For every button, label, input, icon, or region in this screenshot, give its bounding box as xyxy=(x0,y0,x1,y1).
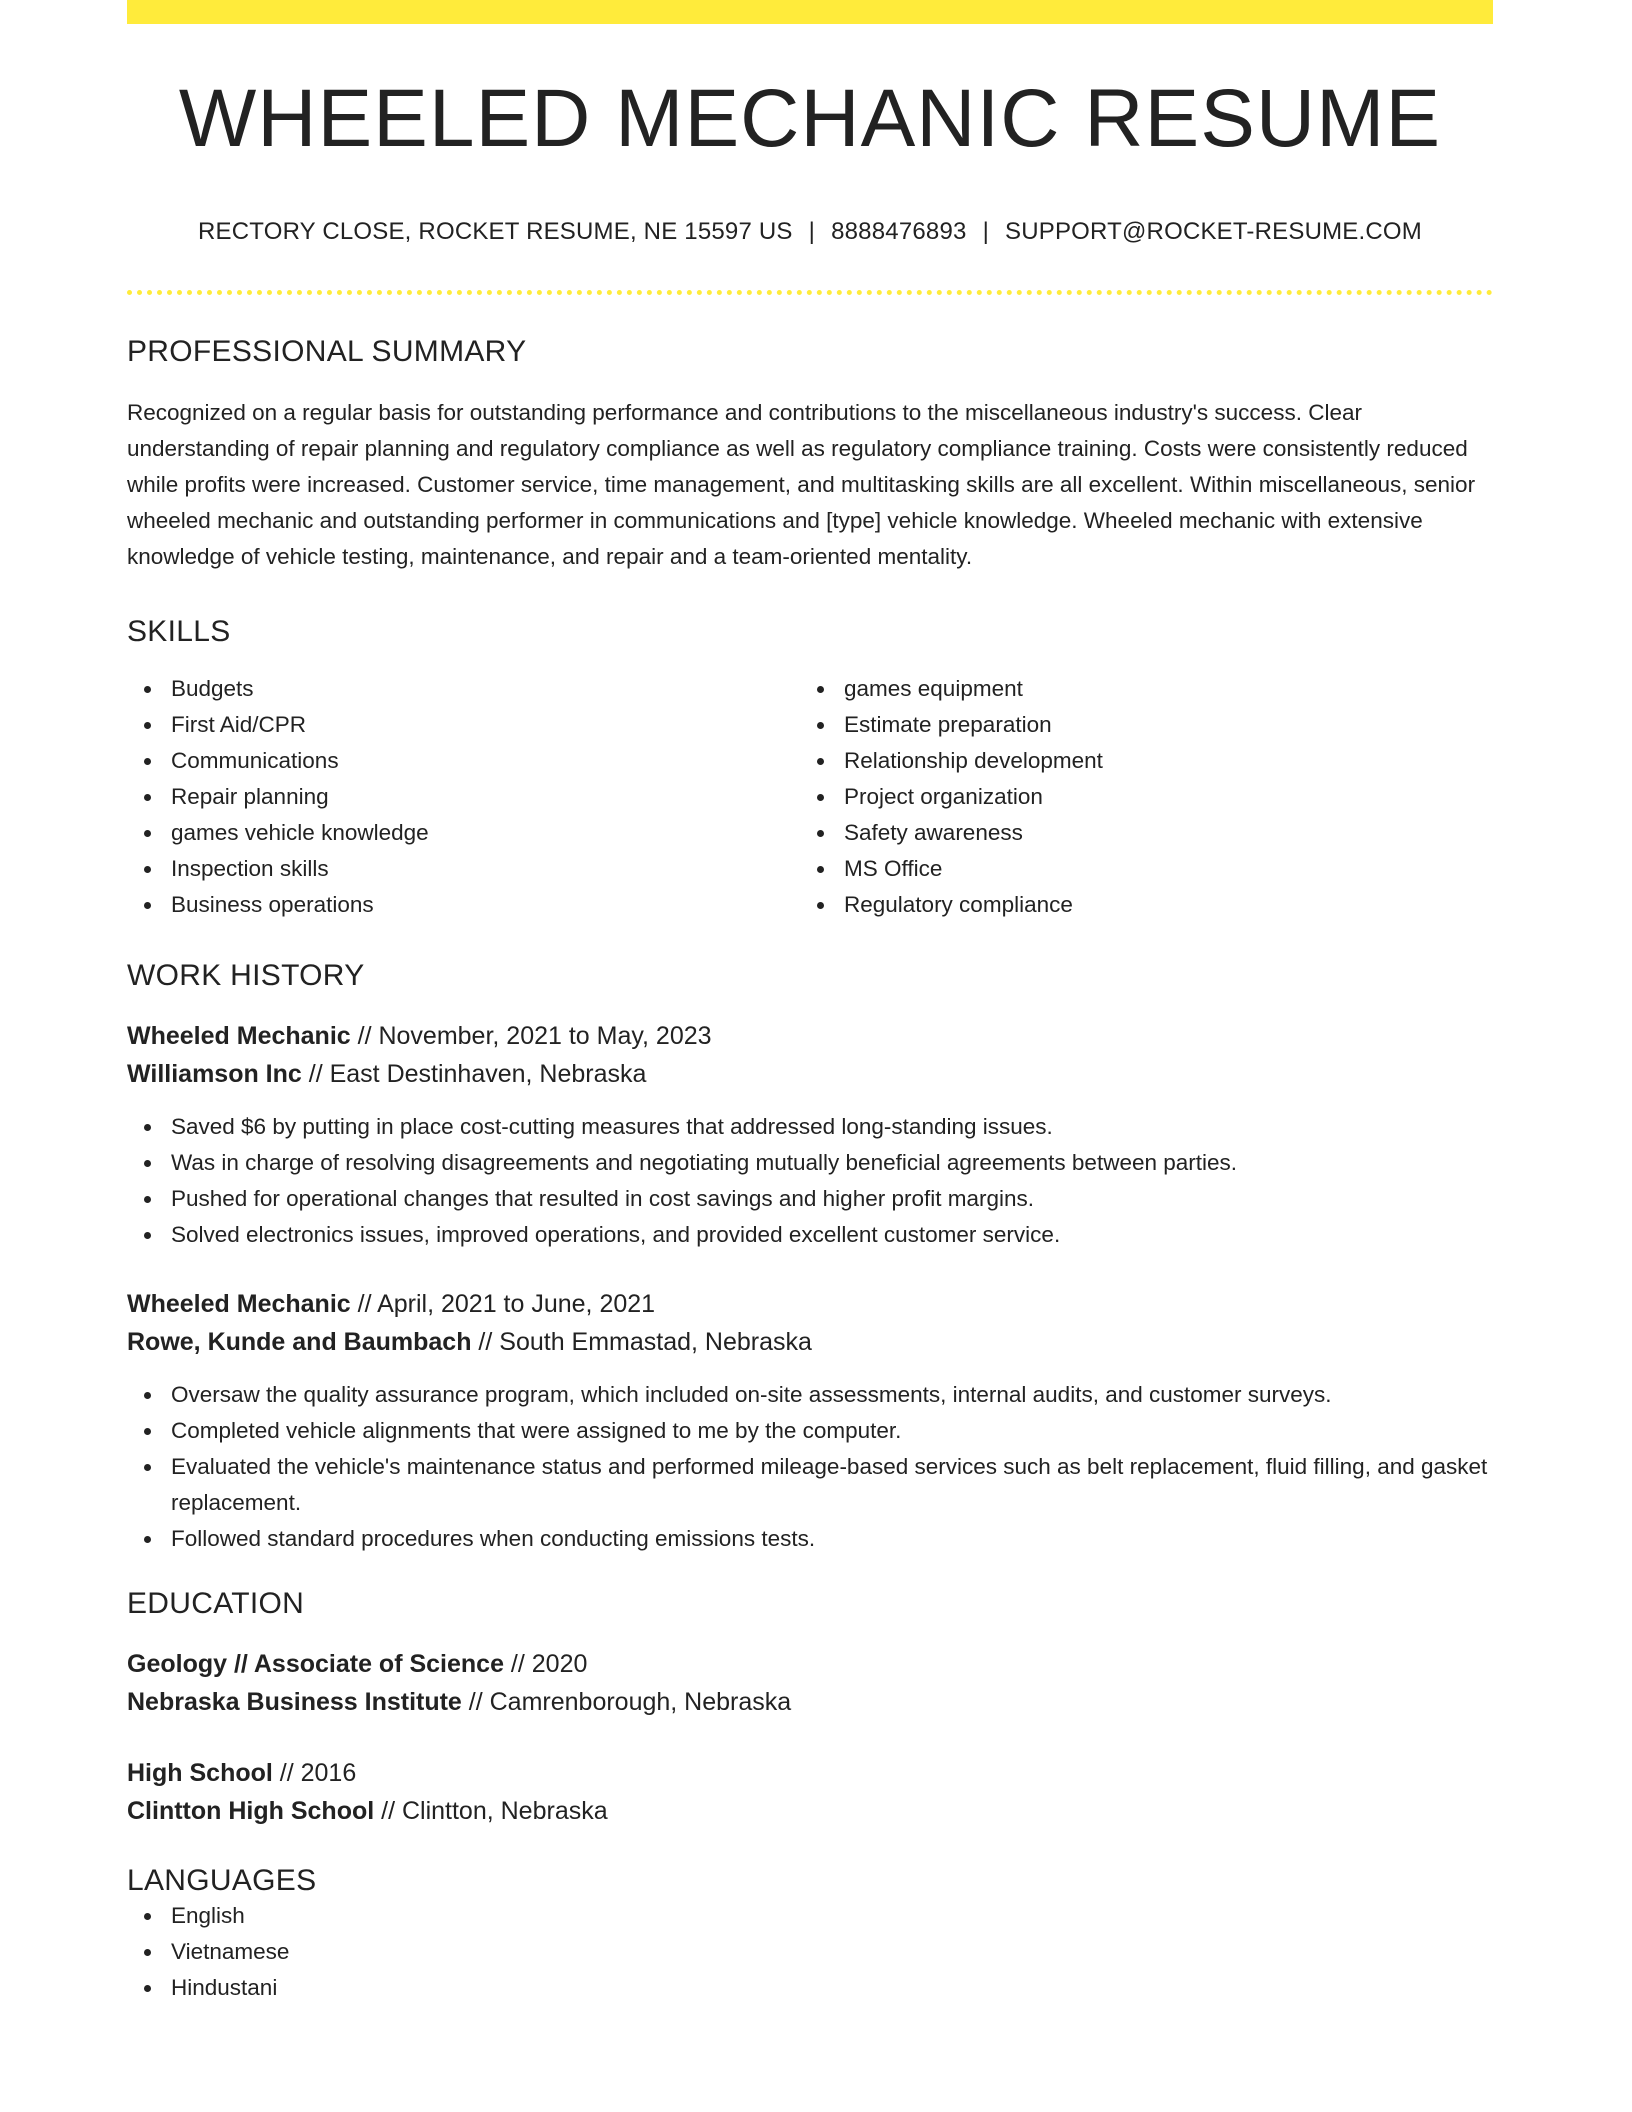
job-duties xyxy=(127,1377,1493,1557)
job-location: // South Emmastad, Nebraska xyxy=(471,1328,812,1356)
language-item: Hindustani xyxy=(127,1970,1493,2006)
dotted-divider xyxy=(127,290,1493,295)
education-school: Nebraska Business Institute xyxy=(127,1688,462,1716)
languages-list xyxy=(127,1898,1493,2006)
job-title-line xyxy=(127,1017,1493,1055)
skills-column-left xyxy=(127,671,800,923)
job-role: Wheeled Mechanic xyxy=(127,1290,351,1318)
education-school-line xyxy=(127,1792,1493,1830)
job-title-line xyxy=(127,1285,1493,1323)
contact-separator: | xyxy=(982,218,989,245)
resume-title: WHEELED MECHANIC RESUME xyxy=(178,73,1442,164)
skill-item: Inspection skills xyxy=(127,851,800,887)
contact-email: SUPPORT@ROCKET-RESUME.COM xyxy=(1005,218,1422,245)
skill-item: MS Office xyxy=(800,851,1473,887)
language-item: Vietnamese xyxy=(127,1934,1493,1970)
skill-item: Business operations xyxy=(127,887,800,923)
job-entry xyxy=(127,1017,1493,1253)
summary-text: Recognized on a regular basis for outstanding performance and contributions to the miscellaneous industry's success. Clear understanding of repair planning and regulatory compliance as well as regulatory compliance training. Costs were consistently reduced while profits were increased. Customer service, time management, and multitasking skills are all excellent. Within miscellaneous, senior wheeled mechanic and outstanding performer in communications and [type] vehicle knowledge. Wheeled mechanic with extensive knowledge of vehicle testing, maintenance, and repair and a team-oriented mentality. xyxy=(127,400,1476,569)
skill-item: Estimate preparation xyxy=(800,707,1473,743)
job-company-line xyxy=(127,1055,1493,1093)
education-year: // 2020 xyxy=(503,1650,588,1678)
job-duty: Completed vehicle alignments that were assigned to me by the computer. xyxy=(127,1413,1493,1449)
job-duties xyxy=(127,1109,1493,1253)
education-heading: EDUCATION xyxy=(127,1587,305,1620)
skill-item: Project organization xyxy=(800,779,1473,815)
resume-page xyxy=(127,0,1493,2006)
education-entry xyxy=(127,1645,1493,1721)
language-item: English xyxy=(127,1898,1493,1934)
job-duty: Evaluated the vehicle's maintenance status and performed mileage-based services such as belt replacement, fluid filling, and gasket replacement. xyxy=(127,1449,1493,1521)
education-degree-line xyxy=(127,1645,1493,1683)
job-company-line xyxy=(127,1323,1493,1361)
skill-item: Regulatory compliance xyxy=(800,887,1473,923)
skill-item: Safety awareness xyxy=(800,815,1473,851)
job-company: Rowe, Kunde and Baumbach xyxy=(127,1328,472,1356)
job-dates: // November, 2021 to May, 2023 xyxy=(350,1022,712,1050)
education-location: // Clintton, Nebraska xyxy=(374,1797,608,1825)
job-duty: Was in charge of resolving disagreements and negotiating mutually beneficial agreements between parties. xyxy=(127,1145,1493,1181)
job-duty: Solved electronics issues, improved operations, and provided excellent customer service. xyxy=(127,1217,1493,1253)
education-degree: High School xyxy=(127,1759,273,1787)
skill-item: Communications xyxy=(127,743,800,779)
contact-phone: 8888476893 xyxy=(831,218,967,245)
contact-address: RECTORY CLOSE, ROCKET RESUME, NE 15597 US xyxy=(198,218,793,245)
skill-item: games equipment xyxy=(800,671,1473,707)
job-entry xyxy=(127,1285,1493,1557)
job-location: // East Destinhaven, Nebraska xyxy=(301,1060,647,1088)
skill-item: games vehicle knowledge xyxy=(127,815,800,851)
skills-list xyxy=(127,671,1493,923)
skill-item: Budgets xyxy=(127,671,800,707)
job-company: Williamson Inc xyxy=(127,1060,302,1088)
job-duty: Followed standard procedures when conducting emissions tests. xyxy=(127,1521,1493,1557)
education-entry xyxy=(127,1754,1493,1830)
job-duty: Saved $6 by putting in place cost-cutting measures that addressed long-standing issues. xyxy=(127,1109,1493,1145)
job-dates: // April, 2021 to June, 2021 xyxy=(350,1290,656,1318)
skills-column-right xyxy=(800,671,1473,923)
summary-heading: PROFESSIONAL SUMMARY xyxy=(127,335,527,368)
education-degree: Geology // Associate of Science xyxy=(127,1650,504,1678)
work-history-heading: WORK HISTORY xyxy=(127,959,365,992)
job-duty: Oversaw the quality assurance program, which included on-site assessments, internal audits, and customer surveys. xyxy=(127,1377,1493,1413)
contact-separator: | xyxy=(808,218,816,245)
contact-line xyxy=(127,218,1493,246)
education-school-line xyxy=(127,1683,1493,1721)
skill-item: Repair planning xyxy=(127,779,800,815)
education-school: Clintton High School xyxy=(127,1797,375,1825)
education-year: // 2016 xyxy=(272,1759,357,1787)
education-degree-line xyxy=(127,1754,1493,1792)
languages-heading: LANGUAGES xyxy=(127,1864,317,1897)
skill-item: First Aid/CPR xyxy=(127,707,800,743)
accent-bar xyxy=(127,0,1493,24)
job-duty: Pushed for operational changes that resulted in cost savings and higher profit margins. xyxy=(127,1181,1493,1217)
education-location: // Camrenborough, Nebraska xyxy=(461,1688,792,1716)
skill-item: Relationship development xyxy=(800,743,1473,779)
job-role: Wheeled Mechanic xyxy=(127,1022,351,1050)
skills-heading: SKILLS xyxy=(127,615,231,648)
